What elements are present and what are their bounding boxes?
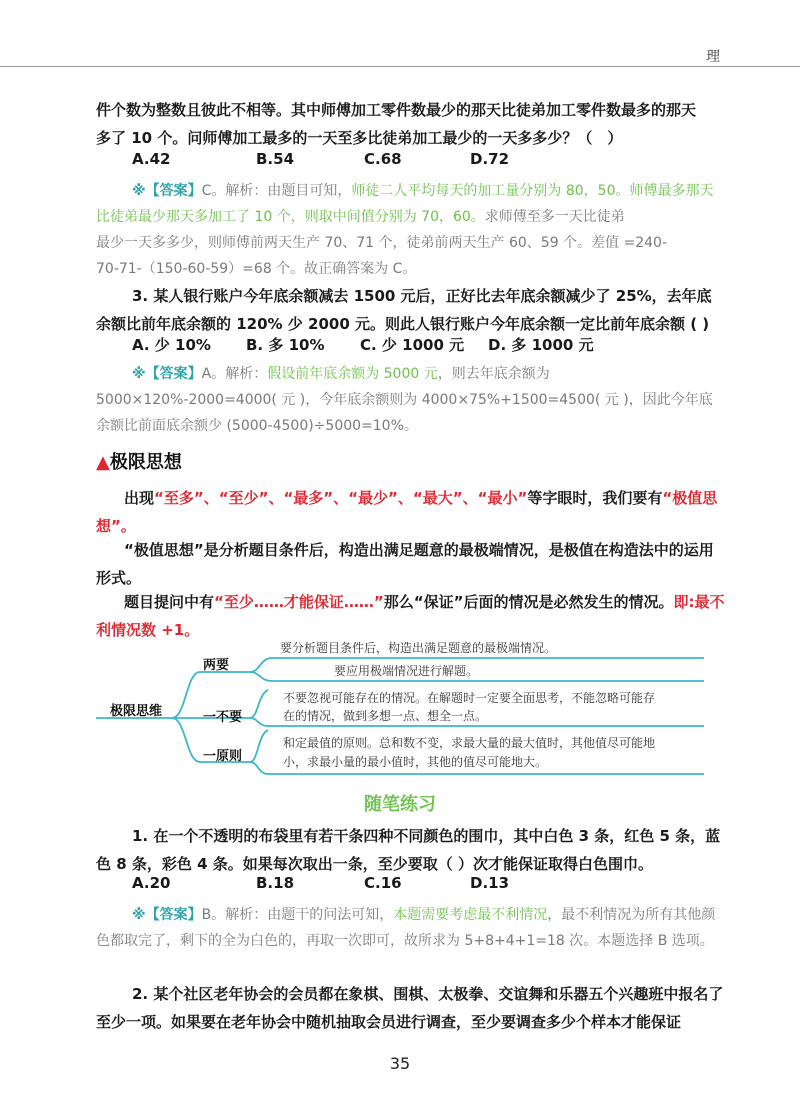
section-p3 xyxy=(96,588,726,644)
practice-answer-line2: 有其他颜色都取完了，剩下的全为白色的，再取一次即可，故所求为 5+8+4+1=18 次。本题 xyxy=(96,907,716,949)
section-p1-keyword-2: “极值思想”。 xyxy=(96,489,718,535)
q2-answer-cont xyxy=(96,230,726,282)
mindmap-branch-3-item-1: 和定最值的原则。总和数不变，求最大量的最大值时，其他值尽可能地 xyxy=(283,736,656,750)
mindmap-branch-3-item-2: 小，求最小量的最小值时，其他的值尽可能地大。 xyxy=(283,755,548,769)
answer-marker: ※【答案】 xyxy=(132,183,202,199)
q2-line2: 多了 10 个。问师傅加工最多的一天至多比徒弟加工最少的一天多多少？（ ） xyxy=(96,129,623,147)
practice-q1-option-c: C.16 xyxy=(364,874,402,892)
branch-2-bracket-top xyxy=(250,690,268,718)
practice-answer-text: B。解析：由题干的问法可知， xyxy=(201,907,394,923)
mindmap-branch-1-item-1: 要分析题目条件后，构造出满足题意的最极端情况。 xyxy=(280,641,557,655)
q3-answer-line2: 2000=4000( 元 )，今年底余额则为 4000×75%+1500=4500( 元 )，因此今年底余额比前面底 xyxy=(96,392,713,434)
q3-stem xyxy=(96,282,726,338)
q2-answer-line3: 最少一天多多少，则师傅前两天生产 70、71 个，徒弟前两天生产 60、59 个。差值 =240- xyxy=(96,235,668,251)
practice-q1-answer xyxy=(96,902,726,954)
practice-title: 随笔练习 xyxy=(364,794,436,815)
q3-answer-line3: 余额少 (5000-4500)÷5000=10%。 xyxy=(180,418,418,434)
practice-q1-stem xyxy=(96,822,726,878)
practice-q2-stem xyxy=(96,980,726,1036)
q2-answer-line4: 70-71-（150-60-59）=68 个。故正确答案为 C。 xyxy=(96,261,417,277)
triangle-icon: ▲ xyxy=(96,452,110,473)
q3-option-a: A. 少 10% xyxy=(132,336,211,354)
mindmap-connector-top xyxy=(172,672,200,718)
q2-option-a: A.42 xyxy=(132,150,171,168)
practice-q2-line1: 2. 某个社区老年协会的会员都在象棋、围棋、太极拳、交谊舞和乐器五个兴趣班中报名 xyxy=(132,985,709,1003)
q2-answer-text-2: 求师傅至多一天比徒弟 xyxy=(484,209,625,225)
mindmap-branch-2-item-2: 在的情况，做到多想一点、想全一点。 xyxy=(283,709,488,723)
mindmap-branch-2-item-1: 不要忽视可能存在的情况。在解题时一定要全面思考，不能忽略可能存 xyxy=(283,691,656,705)
q2-answer-highlight: 师徒二人平均每天的加工量分别为 80，50。师傅最 xyxy=(351,183,672,199)
section-title-text: 极限思想 xyxy=(109,452,182,473)
section-p2-line2: 运用形式。 xyxy=(96,541,714,587)
practice-answer-highlight: 本题需要考虑最不利情况 xyxy=(393,907,548,923)
q2-answer xyxy=(96,178,726,230)
page-number: 35 xyxy=(389,1054,411,1073)
q3-answer xyxy=(96,361,726,439)
section-p3-keyword: “至少……才能保证……” xyxy=(214,593,384,611)
section-p3-text-2: 那么“保证”后面的情况是必然发生的情况。 xyxy=(383,593,674,611)
q3-option-c: C. 少 1000 元 xyxy=(360,336,465,354)
practice-q1-option-d: D.13 xyxy=(470,874,510,892)
mindmap-connector-bottom xyxy=(172,718,200,762)
q3-line2: 额比前年底余额的 120% 少 2000 元。则此人银行账户今年底余额一定比前年底余额 ( ) xyxy=(111,315,710,333)
mindmap-branch-1: 两要 xyxy=(203,658,230,673)
q3-line1: 3. 某人银行账户今年底余额减去 1500 元后，正好比去年底余额减少了 25%，去年底余 xyxy=(96,287,712,333)
q3-answer-highlight: 假设前年底余额为 5000 元 xyxy=(267,366,438,382)
branch-3-bracket-top xyxy=(250,730,268,762)
section-p1-text: 出现 xyxy=(124,489,155,507)
q2-option-b: B.54 xyxy=(256,150,295,168)
q3-option-d: D. 多 1000 元 xyxy=(488,336,594,354)
section-p2 xyxy=(96,536,726,592)
section-p1-text-2: 等字眼时，我们 xyxy=(527,489,633,507)
practice-answer-text-2: ，最不利情况为所 xyxy=(547,907,660,923)
section-p1-text-3: 要有 xyxy=(632,489,663,507)
practice-q1-line2: 色 8 条，彩色 4 条。如果每次取出一条，至少要取（ ）次才能保证取得白色围巾。 xyxy=(96,855,653,873)
mindmap-branch-3: 一原则 xyxy=(203,749,243,764)
answer-marker: ※【答案】 xyxy=(132,907,202,923)
practice-q1-option-b: B.18 xyxy=(256,874,295,892)
section-p1 xyxy=(96,484,726,540)
q2-answer-highlight-2: 多那天比徒弟最少那天多加工了 10 个，则取中间值分别为 70，60。 xyxy=(96,183,714,225)
header-chapter-char: 理 xyxy=(706,49,720,65)
practice-q1-option-a: A.20 xyxy=(132,874,171,892)
mindmap-root: 极限思维 xyxy=(110,704,163,719)
q3-answer-text: A。解析： xyxy=(201,366,268,382)
q2-line1: 件个数为整数且彼此不相等。其中师傅加工零件数最少的那天比徒弟加工零件数最多的那天 xyxy=(96,101,697,119)
section-p1-keywords: “至多”、“至少”、“最多”、“最少”、“最大”、“最小” xyxy=(154,489,528,507)
q3-answer-text-2: ，则去年底余额为 5000×120%- xyxy=(96,366,550,408)
answer-marker: ※【答案】 xyxy=(132,366,202,382)
q2-option-d: D.72 xyxy=(470,150,510,168)
section-p3-text: 题目提问中有 xyxy=(124,593,215,611)
section-p2-line1: “极值思想”是分析题目条件后，构造出满足题意的最极端情况，是极值在构造法中的 xyxy=(124,541,684,559)
practice-q1-line1: 1. 在一个不透明的布袋里有若干条四种不同颜色的围巾，其中白色 3 条，红色 5 条，蓝 xyxy=(132,827,721,845)
mindmap-branch-1-item-2: 要应用极端情况进行解题。 xyxy=(334,664,479,678)
q2-option-c: C.68 xyxy=(364,150,402,168)
practice-answer-line3: 选择 B 选项。 xyxy=(625,933,714,949)
header-divider xyxy=(0,66,800,67)
section-p3-keyword-2: 即: xyxy=(673,593,695,611)
q2-stem xyxy=(96,96,726,152)
q2-answer-text: C。解析：由题目可知， xyxy=(201,183,352,199)
mindmap-branch-2: 一不要 xyxy=(203,710,243,725)
section-p3-keyword-3: 最不利情况数 +1。 xyxy=(96,593,725,639)
q3-option-b: B. 多 10% xyxy=(246,336,325,354)
section-title xyxy=(96,448,182,474)
practice-q2-line2: 了至少一项。如果要在老年协会中随机抽取会员进行调查，至少要调查多少个样本才能保证 xyxy=(96,985,724,1031)
